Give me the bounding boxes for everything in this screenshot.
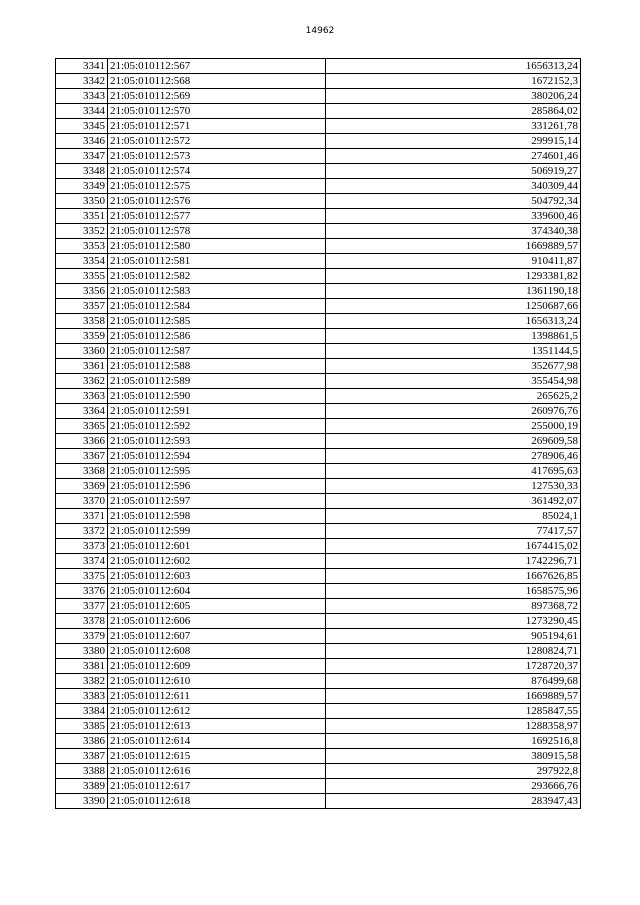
cadastral-value: 260976,76 [326, 404, 581, 419]
cadastral-value: 506919,27 [326, 164, 581, 179]
cadastral-value: 1672152,3 [326, 74, 581, 89]
table-row [56, 329, 581, 344]
table-row [56, 434, 581, 449]
cadastral-number: 21:05:010112:582 [108, 269, 326, 284]
cadastral-number: 21:05:010112:589 [108, 374, 326, 389]
table-row [56, 509, 581, 524]
cadastral-number: 21:05:010112:612 [108, 704, 326, 719]
table-row [56, 134, 581, 149]
table-row [56, 494, 581, 509]
row-number: 3376 [56, 584, 108, 599]
table-row [56, 269, 581, 284]
row-number: 3378 [56, 614, 108, 629]
table-row [56, 479, 581, 494]
row-number: 3345 [56, 119, 108, 134]
row-number: 3356 [56, 284, 108, 299]
cadastral-number: 21:05:010112:615 [108, 749, 326, 764]
cadastral-number: 21:05:010112:617 [108, 779, 326, 794]
cadastral-number: 21:05:010112:614 [108, 734, 326, 749]
table-row [56, 299, 581, 314]
table-row [56, 449, 581, 464]
row-number: 3349 [56, 179, 108, 194]
table-row [56, 104, 581, 119]
row-number: 3354 [56, 254, 108, 269]
cadastral-value: 85024,1 [326, 509, 581, 524]
row-number: 3342 [56, 74, 108, 89]
row-number: 3368 [56, 464, 108, 479]
table-row [56, 284, 581, 299]
cadastral-number: 21:05:010112:596 [108, 479, 326, 494]
row-number: 3365 [56, 419, 108, 434]
table-row [56, 314, 581, 329]
cadastral-number: 21:05:010112:576 [108, 194, 326, 209]
row-number: 3341 [56, 59, 108, 74]
cadastral-number: 21:05:010112:606 [108, 614, 326, 629]
table-row [56, 194, 581, 209]
table-row [56, 374, 581, 389]
table-row [56, 239, 581, 254]
cadastral-number: 21:05:010112:603 [108, 569, 326, 584]
cadastral-value: 355454,98 [326, 374, 581, 389]
row-number: 3364 [56, 404, 108, 419]
cadastral-number: 21:05:010112:587 [108, 344, 326, 359]
table-row [56, 659, 581, 674]
cadastral-value: 127530,33 [326, 479, 581, 494]
cadastral-value: 331261,78 [326, 119, 581, 134]
row-number: 3382 [56, 674, 108, 689]
row-number: 3370 [56, 494, 108, 509]
cadastral-value: 1250687,66 [326, 299, 581, 314]
cadastral-value: 293666,76 [326, 779, 581, 794]
row-number: 3369 [56, 479, 108, 494]
row-number: 3379 [56, 629, 108, 644]
row-number: 3385 [56, 719, 108, 734]
cadastral-number: 21:05:010112:593 [108, 434, 326, 449]
cadastral-number: 21:05:010112:577 [108, 209, 326, 224]
cadastral-value: 380915,58 [326, 749, 581, 764]
table-row [56, 389, 581, 404]
row-number: 3344 [56, 104, 108, 119]
cadastral-value: 1656313,24 [326, 59, 581, 74]
table-row [56, 584, 581, 599]
cadastral-value: 374340,38 [326, 224, 581, 239]
table-row [56, 539, 581, 554]
cadastral-number: 21:05:010112:598 [108, 509, 326, 524]
cadastral-number: 21:05:010112:597 [108, 494, 326, 509]
row-number: 3350 [56, 194, 108, 209]
cadastral-number: 21:05:010112:575 [108, 179, 326, 194]
cadastral-number: 21:05:010112:572 [108, 134, 326, 149]
row-number: 3381 [56, 659, 108, 674]
cadastral-number: 21:05:010112:599 [108, 524, 326, 539]
row-number: 3390 [56, 794, 108, 809]
cadastral-value-table [55, 58, 581, 809]
cadastral-value: 285864,02 [326, 104, 581, 119]
row-number: 3377 [56, 599, 108, 614]
cadastral-number: 21:05:010112:568 [108, 74, 326, 89]
row-number: 3367 [56, 449, 108, 464]
cadastral-value: 876499,68 [326, 674, 581, 689]
cadastral-number: 21:05:010112:578 [108, 224, 326, 239]
table-row [56, 464, 581, 479]
cadastral-number: 21:05:010112:573 [108, 149, 326, 164]
row-number: 3352 [56, 224, 108, 239]
table-row [56, 404, 581, 419]
table-row [56, 254, 581, 269]
table-row [56, 779, 581, 794]
row-number: 3346 [56, 134, 108, 149]
table-row [56, 689, 581, 704]
table-row [56, 749, 581, 764]
cadastral-number: 21:05:010112:613 [108, 719, 326, 734]
cadastral-value: 1669889,57 [326, 689, 581, 704]
table-row [56, 734, 581, 749]
table-row [56, 89, 581, 104]
table-row [56, 179, 581, 194]
cadastral-number: 21:05:010112:608 [108, 644, 326, 659]
cadastral-value: 1361190,18 [326, 284, 581, 299]
table-row [56, 554, 581, 569]
cadastral-number: 21:05:010112:618 [108, 794, 326, 809]
table-row [56, 209, 581, 224]
row-number: 3358 [56, 314, 108, 329]
cadastral-value: 265625,2 [326, 389, 581, 404]
cadastral-number: 21:05:010112:583 [108, 284, 326, 299]
table-row [56, 794, 581, 809]
cadastral-number: 21:05:010112:590 [108, 389, 326, 404]
cadastral-number: 21:05:010112:591 [108, 404, 326, 419]
cadastral-number: 21:05:010112:584 [108, 299, 326, 314]
row-number: 3353 [56, 239, 108, 254]
table-row [56, 359, 581, 374]
table-row [56, 224, 581, 239]
table-row [56, 524, 581, 539]
cadastral-value: 255000,19 [326, 419, 581, 434]
cadastral-number: 21:05:010112:611 [108, 689, 326, 704]
cadastral-number: 21:05:010112:607 [108, 629, 326, 644]
row-number: 3361 [56, 359, 108, 374]
cadastral-value: 1674415,02 [326, 539, 581, 554]
row-number: 3359 [56, 329, 108, 344]
row-number: 3347 [56, 149, 108, 164]
table-row [56, 419, 581, 434]
row-number: 3343 [56, 89, 108, 104]
table-row [56, 59, 581, 74]
row-number: 3360 [56, 344, 108, 359]
table-row [56, 569, 581, 584]
cadastral-number: 21:05:010112:605 [108, 599, 326, 614]
cadastral-value: 77417,57 [326, 524, 581, 539]
table-row [56, 614, 581, 629]
table-row [56, 674, 581, 689]
table-row [56, 629, 581, 644]
cadastral-number: 21:05:010112:567 [108, 59, 326, 74]
cadastral-value: 897368,72 [326, 599, 581, 614]
table-row [56, 164, 581, 179]
row-number: 3371 [56, 509, 108, 524]
cadastral-value: 1658575,96 [326, 584, 581, 599]
row-number: 3388 [56, 764, 108, 779]
row-number: 3389 [56, 779, 108, 794]
cadastral-value: 1656313,24 [326, 314, 581, 329]
cadastral-value: 1288358,97 [326, 719, 581, 734]
row-number: 3375 [56, 569, 108, 584]
table-row [56, 764, 581, 779]
table-row [56, 344, 581, 359]
row-number: 3384 [56, 704, 108, 719]
row-number: 3362 [56, 374, 108, 389]
table-row [56, 599, 581, 614]
cadastral-number: 21:05:010112:616 [108, 764, 326, 779]
cadastral-number: 21:05:010112:574 [108, 164, 326, 179]
cadastral-value: 1293381,82 [326, 269, 581, 284]
cadastral-value: 283947,43 [326, 794, 581, 809]
cadastral-value: 297922,8 [326, 764, 581, 779]
cadastral-number: 21:05:010112:609 [108, 659, 326, 674]
cadastral-value: 1669889,57 [326, 239, 581, 254]
row-number: 3363 [56, 389, 108, 404]
row-number: 3351 [56, 209, 108, 224]
cadastral-number: 21:05:010112:601 [108, 539, 326, 554]
row-number: 3372 [56, 524, 108, 539]
cadastral-value: 274601,46 [326, 149, 581, 164]
row-number: 3355 [56, 269, 108, 284]
cadastral-value: 1273290,45 [326, 614, 581, 629]
row-number: 3387 [56, 749, 108, 764]
cadastral-number: 21:05:010112:586 [108, 329, 326, 344]
cadastral-number: 21:05:010112:604 [108, 584, 326, 599]
cadastral-number: 21:05:010112:602 [108, 554, 326, 569]
table-row [56, 119, 581, 134]
row-number: 3374 [56, 554, 108, 569]
row-number: 3383 [56, 689, 108, 704]
page-number: 14962 [305, 26, 335, 36]
cadastral-value: 1285847,55 [326, 704, 581, 719]
cadastral-value: 1728720,37 [326, 659, 581, 674]
cadastral-value: 504792,34 [326, 194, 581, 209]
cadastral-value: 299915,14 [326, 134, 581, 149]
row-number: 3386 [56, 734, 108, 749]
cadastral-value: 1667626,85 [326, 569, 581, 584]
cadastral-value: 910411,87 [326, 254, 581, 269]
cadastral-number: 21:05:010112:594 [108, 449, 326, 464]
table-row [56, 149, 581, 164]
table-row [56, 644, 581, 659]
cadastral-number: 21:05:010112:592 [108, 419, 326, 434]
cadastral-value: 352677,98 [326, 359, 581, 374]
cadastral-value: 340309,44 [326, 179, 581, 194]
row-number: 3380 [56, 644, 108, 659]
cadastral-value: 1398861,5 [326, 329, 581, 344]
table-body [56, 59, 581, 809]
cadastral-value: 1742296,71 [326, 554, 581, 569]
cadastral-value: 339600,46 [326, 209, 581, 224]
cadastral-value: 278906,46 [326, 449, 581, 464]
cadastral-value: 1351144,5 [326, 344, 581, 359]
row-number: 3366 [56, 434, 108, 449]
row-number: 3357 [56, 299, 108, 314]
cadastral-value: 269609,58 [326, 434, 581, 449]
cadastral-number: 21:05:010112:571 [108, 119, 326, 134]
cadastral-value: 1280824,71 [326, 644, 581, 659]
cadastral-number: 21:05:010112:595 [108, 464, 326, 479]
table-row [56, 74, 581, 89]
cadastral-number: 21:05:010112:580 [108, 239, 326, 254]
cadastral-value: 380206,24 [326, 89, 581, 104]
table-row [56, 719, 581, 734]
cadastral-number: 21:05:010112:585 [108, 314, 326, 329]
cadastral-number: 21:05:010112:588 [108, 359, 326, 374]
cadastral-number: 21:05:010112:570 [108, 104, 326, 119]
row-number: 3373 [56, 539, 108, 554]
cadastral-number: 21:05:010112:581 [108, 254, 326, 269]
cadastral-value: 905194,61 [326, 629, 581, 644]
cadastral-value: 1692516,8 [326, 734, 581, 749]
table-row [56, 704, 581, 719]
row-number: 3348 [56, 164, 108, 179]
cadastral-number: 21:05:010112:610 [108, 674, 326, 689]
cadastral-value: 361492,07 [326, 494, 581, 509]
cadastral-number: 21:05:010112:569 [108, 89, 326, 104]
cadastral-value: 417695,63 [326, 464, 581, 479]
